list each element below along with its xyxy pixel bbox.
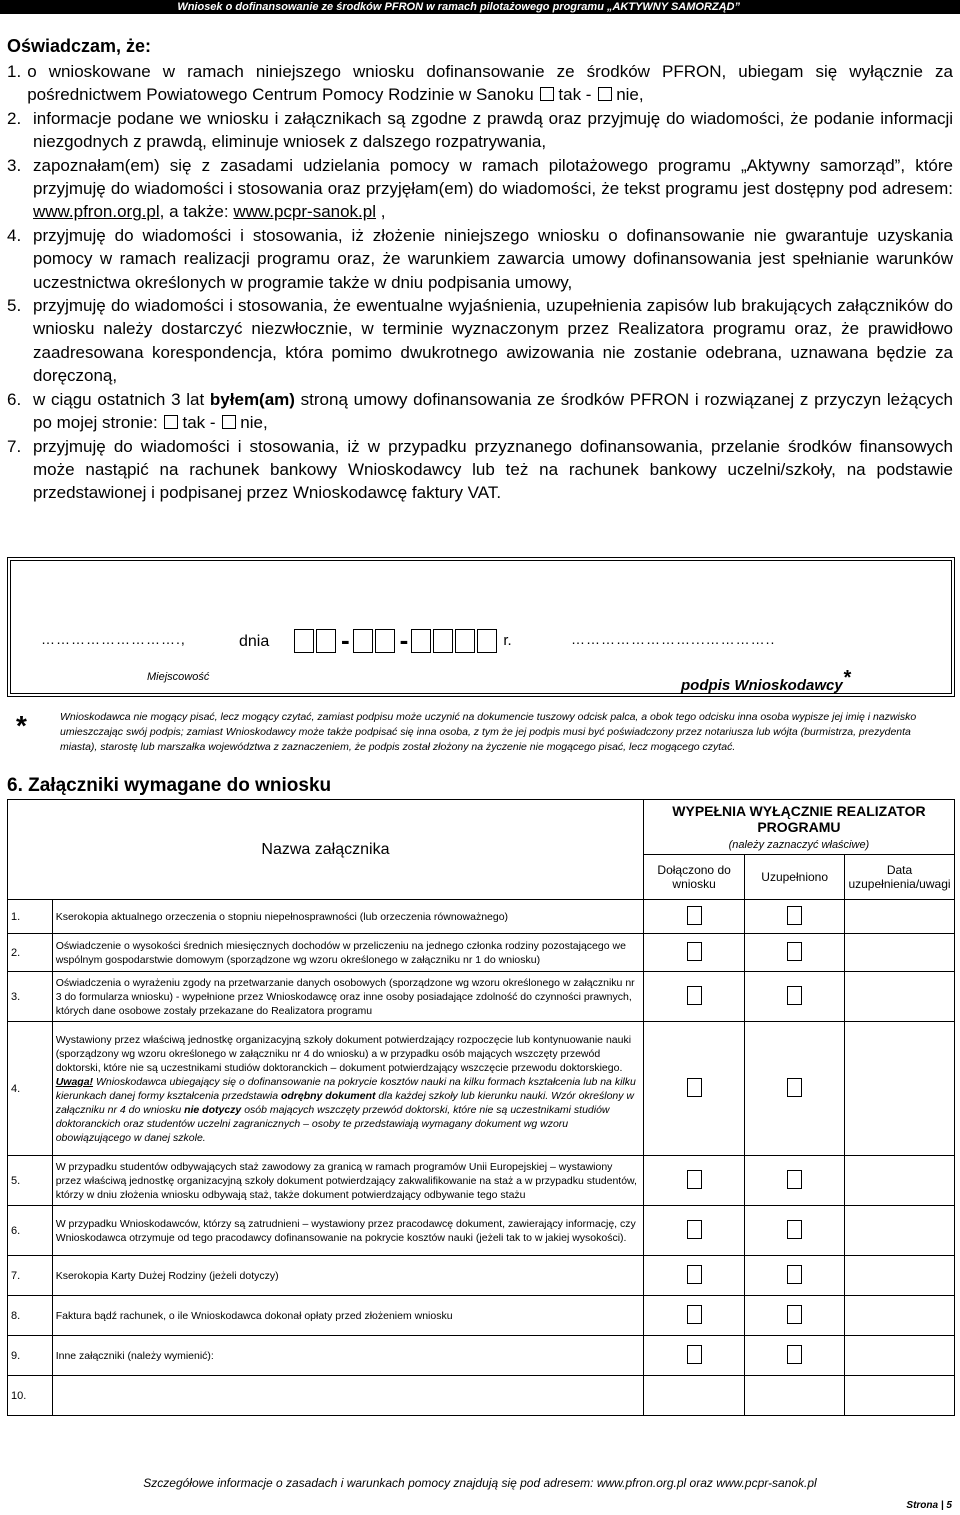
date-separator: - bbox=[341, 625, 350, 655]
item-text: przyjmuję do wiadomości i stosowania, iż w przypadku przyznanego dofinansowania, przelanie środków finansowych może nastąpić na rachunek bankowy Wnioskodawcy lub też na rachunek bankowy uczelni/szkoły, na podstawie przedstawionej i podpisanej przez Wnioskodawcę faktury VAT. bbox=[33, 436, 953, 503]
row-text bbox=[52, 934, 643, 972]
attached-checkbox[interactable] bbox=[687, 906, 702, 925]
date-cell[interactable] bbox=[844, 1336, 954, 1376]
item-text: , bbox=[376, 202, 386, 222]
no-label: nie, bbox=[240, 413, 268, 433]
attached-checkbox[interactable] bbox=[687, 1265, 702, 1284]
item-number: 1. bbox=[7, 62, 22, 81]
item-text: stroną umowy dofinansowania ze środków PFRON i rozwiązanej z przyczyn leżących po mojej stronie: bbox=[33, 389, 953, 433]
table-row bbox=[8, 1156, 955, 1206]
row-text bbox=[52, 1376, 643, 1416]
signature-box bbox=[7, 557, 955, 697]
row-text-content: dla każdej szkoły lub kierunku nauki. Wzór określony w załączniku nr 4 do wniosku bbox=[55, 1089, 635, 1116]
row-number: 1. bbox=[8, 900, 53, 934]
attached-checkbox-cell[interactable] bbox=[643, 1336, 744, 1376]
item-number: 7. bbox=[7, 436, 22, 456]
footer-text: Szczegółowe informacje o zasadach i warunkach pomocy znajdują się pod adresem: www.pfron.org.pl oraz www.pcpr-sanok.pl bbox=[143, 1476, 817, 1490]
asterisk: * bbox=[842, 667, 851, 689]
completed-checkbox-cell[interactable] bbox=[745, 1022, 845, 1156]
date-digit-box[interactable] bbox=[455, 629, 475, 653]
date-separator: - bbox=[399, 625, 409, 655]
item-number: 5. bbox=[7, 296, 22, 316]
attached-checkbox-cell[interactable] bbox=[643, 934, 744, 972]
item-number: 6. bbox=[7, 389, 22, 409]
completed-checkbox[interactable] bbox=[787, 1305, 802, 1324]
completed-checkbox[interactable] bbox=[787, 1078, 802, 1097]
realizator-note: (należy zaznaczyć właściwe) bbox=[728, 839, 870, 851]
row-text: Kserokopia aktualnego orzeczenia o stopniu niepełnosprawności (lub orzeczenia równoważnego) bbox=[52, 900, 643, 934]
signature-box-inner bbox=[10, 560, 952, 694]
date-cell[interactable] bbox=[844, 972, 954, 1022]
item-bold-text: byłem(am) bbox=[209, 389, 295, 409]
completed-checkbox[interactable] bbox=[787, 1345, 802, 1364]
completed-checkbox[interactable] bbox=[787, 1220, 802, 1239]
attached-checkbox-cell[interactable] bbox=[643, 1296, 744, 1336]
attached-checkbox-cell[interactable] bbox=[643, 1206, 744, 1256]
declarations-list bbox=[7, 60, 953, 505]
attached-checkbox-cell[interactable] bbox=[643, 1156, 744, 1206]
place-field[interactable]: ………………………., bbox=[41, 631, 186, 647]
date-digit-box[interactable] bbox=[316, 629, 336, 653]
col-attached-header: Dołączono do wniosku bbox=[643, 855, 744, 900]
date-digit-box[interactable] bbox=[433, 629, 453, 653]
declaration-item bbox=[7, 294, 953, 388]
declaration-item bbox=[7, 154, 953, 224]
row-text-content: Oświadczenie o wysokości średnich miesięcznych dochodów w przeliczeniu na jednego członka rodziny pozostającego we wspólnym gospodarstwie domowym (sporządzone wg wzoru określonego w załączniku nr 1 do wniosku) bbox=[55, 939, 626, 966]
signature-label-text: podpis Wnioskodawcy bbox=[681, 677, 843, 694]
date-cell[interactable] bbox=[844, 900, 954, 934]
completed-checkbox-cell[interactable] bbox=[745, 1206, 845, 1256]
declarations-title: Oświadczam, że: bbox=[7, 36, 152, 56]
row-bold-text: odrębny dokument bbox=[280, 1089, 376, 1102]
completed-checkbox[interactable] bbox=[787, 1265, 802, 1284]
completed-checkbox-cell[interactable] bbox=[745, 934, 845, 972]
row-text: Oświadczenia o wyrażeniu zgody na przetwarzanie danych osobowych (sporządzone wg wzoru określonego w załączniku nr 3 do formularza wniosku) - wypełnione przez Wnioskodawcę oraz inne osoby posiadające zdolność do czynności prawnych, których dane osobowe zostały przekazane do Realizatora programu bbox=[52, 972, 643, 1022]
completed-checkbox-cell[interactable] bbox=[745, 1156, 845, 1206]
attachments-table bbox=[7, 799, 955, 1416]
date-boxes[interactable] bbox=[294, 625, 512, 656]
realizator-title: WYPEŁNIA WYŁĄCZNIE REALIZATOR PROGRAMU bbox=[672, 803, 926, 835]
attached-checkbox[interactable] bbox=[687, 986, 702, 1005]
yes-checkbox[interactable] bbox=[164, 415, 178, 429]
row-text-content: Wnioskodawca ubiegający się o dofinansowanie na pokrycie kosztów nauki na kilku formach kształcenia lub na kilku kierunkach danej formy kształcenia przedstawia bbox=[55, 1075, 636, 1102]
declaration-item bbox=[7, 224, 953, 294]
yes-label: tak - bbox=[182, 413, 216, 433]
row-number: 6. bbox=[8, 1206, 53, 1256]
declaration-item bbox=[7, 435, 953, 505]
pfron-link[interactable]: www.pfron.org.pl bbox=[33, 202, 160, 222]
completed-checkbox-cell[interactable] bbox=[745, 972, 845, 1022]
completed-checkbox-cell[interactable] bbox=[745, 900, 845, 934]
section-title: 6. Załączniki wymagane do wniosku bbox=[7, 775, 332, 796]
row-text: Faktura bądź rachunek, o ile Wnioskodawca dokonał opłaty przed złożeniem wniosku bbox=[52, 1296, 643, 1336]
attached-checkbox-cell[interactable] bbox=[643, 972, 744, 1022]
row-text: Kserokopia Karty Dużej Rodziny (jeżeli dotyczy) bbox=[52, 1256, 643, 1296]
table-row bbox=[8, 1256, 955, 1296]
item-number: 2. bbox=[7, 108, 22, 128]
attached-checkbox[interactable] bbox=[687, 1345, 702, 1364]
completed-checkbox[interactable] bbox=[787, 942, 802, 961]
yes-checkbox[interactable] bbox=[540, 87, 554, 101]
declaration-item bbox=[7, 107, 953, 154]
no-checkbox[interactable] bbox=[222, 415, 236, 429]
pcpr-link[interactable]: www.pcpr-sanok.pl bbox=[233, 202, 377, 222]
footnote-text: Wnioskodawca nie mogący pisać, lecz mogący czytać, zamiast podpisu może uczynić na dokumencie tuszowy odcisk palca, a obok tego odcisku inna osoba wypisze jej imię i nazwisko umieszczając swój podpis; zamiast Wnioskodawcy może także podpisać się inna osoba, z tym że jej podpis musi być poświadczony przez notariusza lub wójta (burmistrza, prezydenta miasta), starostę lub marszałka województwa z zaznaczeniem, że podpis został złożony na życzenie nie mogącego pisać, lecz mogącego czytać. bbox=[60, 711, 917, 753]
table-row bbox=[8, 1376, 955, 1416]
attached-checkbox[interactable] bbox=[687, 1170, 702, 1189]
attached-checkbox[interactable] bbox=[687, 942, 702, 961]
completed-checkbox-cell[interactable] bbox=[745, 1256, 845, 1296]
row-number: 10. bbox=[8, 1376, 53, 1416]
attached-checkbox-cell[interactable] bbox=[643, 1256, 744, 1296]
attached-checkbox[interactable] bbox=[687, 1078, 702, 1097]
item-text: w ciągu ostatnich 3 lat bbox=[33, 389, 205, 409]
table-row bbox=[8, 1296, 955, 1336]
table-row bbox=[8, 1336, 955, 1376]
attached-checkbox[interactable] bbox=[687, 1220, 702, 1239]
date-digit-box[interactable] bbox=[411, 629, 431, 653]
no-label: nie, bbox=[616, 85, 644, 105]
yes-label: tak - bbox=[558, 85, 592, 105]
row-number: 5. bbox=[8, 1156, 53, 1206]
date-cell[interactable] bbox=[844, 1022, 954, 1156]
item-text: informacje podane we wniosku i załącznikach są zgodne z prawdą oraz przyjmuję do wiadomości, że podanie informacji niezgodnych z prawdą, eliminuje wniosek z dalszego rozpatrywania, bbox=[33, 108, 953, 152]
attached-checkbox[interactable] bbox=[687, 1305, 702, 1324]
header-text: Wniosek o dofinansowanie ze środków PFRON w ramach pilotażowego programu „AKTYWNY SAMORZĄD” bbox=[177, 1, 740, 13]
row-number: 4. bbox=[8, 1022, 53, 1156]
table-row bbox=[8, 1022, 955, 1156]
completed-checkbox[interactable] bbox=[787, 1170, 802, 1189]
warning-label: Uwaga! bbox=[55, 1075, 94, 1088]
item-number: 3. bbox=[7, 155, 22, 175]
place-label: Miejscowość bbox=[147, 671, 210, 683]
date-cell[interactable] bbox=[844, 1156, 954, 1206]
date-cell[interactable] bbox=[844, 1206, 954, 1256]
attached-checkbox-cell[interactable] bbox=[643, 900, 744, 934]
col-name-header: Nazwa załącznika bbox=[8, 800, 644, 900]
declaration-item bbox=[7, 60, 953, 107]
completed-checkbox-cell[interactable] bbox=[745, 1336, 845, 1376]
footnote-asterisk: * bbox=[16, 710, 27, 741]
item-text: przyjmuję do wiadomości i stosowania, że ewentualne wyjaśnienia, uzupełnienia zapisów lub brakujących załączników do wniosku należy dostarczyć niezwłocznie, w terminie wyznaczonym przez Realizatora programu oraz, że prawidłowo zaadresowana korespondencja, która pomimo dwukrotnego awizowania nie zostanie odebrana, uznawana będzie za doręczoną, bbox=[33, 296, 953, 386]
date-cell[interactable] bbox=[844, 1256, 954, 1296]
item-text: przyjmuję do wiadomości i stosowania, iż złożenie niniejszego wniosku o dofinansowanie nie gwarantuje uzyskania pomocy w ramach realizacji programu oraz, że warunkiem zawarcia umowy dofinansowania jest spełnianie warunków uczestnictwa określonych w programie także w dniu podpisania umowy, bbox=[33, 225, 953, 292]
declaration-item bbox=[7, 388, 953, 435]
date-digit-box[interactable] bbox=[353, 629, 373, 653]
row-text-content: osób mających wszczęty przewód doktorski, które nie są uczestnikami studiów doktoranckich oraz studentów uczelni zagranicznych – osoby te przedstawiają wymagany dokument wg wzoru obowiązującego w danej szkole. bbox=[55, 1103, 610, 1144]
date-label: dnia bbox=[239, 633, 270, 650]
attached-cell[interactable] bbox=[643, 1376, 744, 1416]
row-text-content: Wystawiony przez właściwą jednostkę organizacyjną szkoły dokument potwierdzający rozpoczęcie lub kontynuowanie nauki (sporządzony wg wzoru określonego w załączniku nr 4 do wniosku) a w przypadku osób mających wszczęty przewód doktorski, które nie są uczestnikami studiów doktoranckich – dokument potwierdzający wszczęcie przewodu doktorskiego. bbox=[55, 1033, 632, 1074]
date-digit-box[interactable] bbox=[477, 629, 497, 653]
date-cell[interactable] bbox=[844, 1376, 954, 1416]
page-header bbox=[0, 0, 960, 14]
row-number: 3. bbox=[8, 972, 53, 1022]
row-text bbox=[52, 1022, 643, 1156]
no-checkbox[interactable] bbox=[598, 87, 612, 101]
date-cell[interactable] bbox=[844, 1296, 954, 1336]
row-number: 8. bbox=[8, 1296, 53, 1336]
signature-label bbox=[681, 667, 850, 694]
col-date-header: Data uzupełnienia/uwagi bbox=[844, 855, 954, 900]
attached-checkbox-cell[interactable] bbox=[643, 1022, 744, 1156]
item-text: o wnioskowane w ramach niniejszego wniosku dofinansowanie ze środków PFRON, ubiegam się wyłącznie za pośrednictwem Powiatowego Centrum Pomocy Rodzinie w Sanoku bbox=[27, 62, 953, 105]
table-row bbox=[8, 1206, 955, 1256]
row-bold-text: nie dotyczy bbox=[184, 1103, 242, 1116]
completed-checkbox[interactable] bbox=[787, 986, 802, 1005]
item-number: 4. bbox=[7, 225, 22, 245]
page-number: Strona | 5 bbox=[906, 1500, 952, 1511]
date-digit-box[interactable] bbox=[294, 629, 314, 653]
col-completed-header: Uzupełniono bbox=[745, 855, 845, 900]
row-number: 2. bbox=[8, 934, 53, 972]
date-digit-box[interactable] bbox=[375, 629, 395, 653]
table-row bbox=[8, 972, 955, 1022]
row-text: Inne załączniki (należy wymienić): bbox=[52, 1336, 643, 1376]
table-row bbox=[8, 934, 955, 972]
row-number: 7. bbox=[8, 1256, 53, 1296]
row-text: W przypadku studentów odbywających staż zawodowy za granicą w ramach programów Unii Europejskiej – wystawiony przez właściwą jednostkę organizacyjną szkoły dokument potwierdzający zakwalifikowanie na staż a w przypadku studentów, którzy w dniu złożenia wniosku odbywają staż, także dokument potwierdzający odbywanie tego stażu bbox=[52, 1156, 643, 1206]
completed-checkbox[interactable] bbox=[787, 906, 802, 925]
realizator-header bbox=[643, 800, 954, 855]
completed-checkbox-cell[interactable] bbox=[745, 1296, 845, 1336]
date-cell[interactable] bbox=[844, 934, 954, 972]
row-text: W przypadku Wnioskodawców, którzy są zatrudnieni – wystawiony przez pracodawcę dokument, zawierający informację, czy Wnioskodawca otrzymuje od tego pracodawcy dofinansowanie na pokrycie kosztów nauki (jeżeli tak to w jakiej wysokości). bbox=[52, 1206, 643, 1256]
row-number: 9. bbox=[8, 1336, 53, 1376]
completed-cell[interactable] bbox=[745, 1376, 845, 1416]
year-suffix: r. bbox=[503, 632, 512, 649]
item-text: , a także: bbox=[159, 202, 229, 222]
signature-field[interactable]: ……………………...………….. bbox=[571, 631, 776, 647]
item-text: zapoznałam(em) się z zasadami udzielania pomocy w ramach pilotażowego programu „Aktywny samorząd”, które przyjmuję do wiadomości i stosowania oraz przyjęłam(em) do wiadomości, że tekst programu jest dostępny pod adresem: bbox=[33, 155, 953, 199]
table-row bbox=[8, 900, 955, 934]
